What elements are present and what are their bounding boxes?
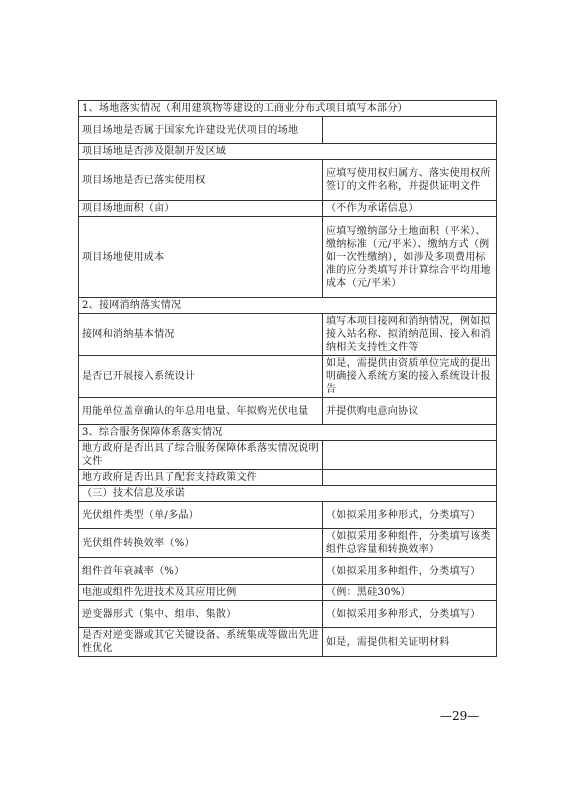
table-row (79, 558, 497, 585)
table-row (79, 585, 497, 601)
row-label: 用能单位盖章确认的年总用电量、年拟购光伏电量 (79, 398, 323, 425)
row-value[interactable] (323, 470, 497, 486)
row-value[interactable] (323, 441, 497, 470)
table-row (79, 117, 497, 144)
section-title: 1、场地落实情况（利用建筑物等建设的工商业分布式项目填写本部分） (79, 101, 497, 117)
row-label: 项目场地使用成本 (79, 217, 323, 298)
section-title: 项目场地是否涉及限制开发区域 (79, 144, 497, 160)
row-label: 项目场地是否已落实使用权 (79, 160, 323, 201)
table-row (79, 314, 497, 356)
row-label: 逆变器形式（集中、组串、集散） (79, 601, 323, 628)
row-label: 光伏组件类型（单/多晶） (79, 502, 323, 529)
table-row (79, 441, 497, 470)
section-title: 3、综合服务保障体系落实情况 (79, 425, 497, 441)
row-label: 组件首年衰减率（%） (79, 558, 323, 585)
row-value[interactable]: 填写本项目接网和消纳情况，例如拟接入站名称、拟消纳范围、接入和消纳相关支持性文件等 (323, 314, 497, 356)
page-number: —29— (440, 709, 480, 723)
section-header-row (79, 144, 497, 160)
application-form-table (78, 100, 497, 657)
table-row (79, 217, 497, 298)
section-title: （三）技术信息及承诺 (79, 486, 497, 502)
row-label: 地方政府是否出具了配套支持政策文件 (79, 470, 323, 486)
table-row (79, 160, 497, 201)
row-value[interactable]: （如拟采用多种组件，分类填写） (323, 558, 497, 585)
table-row (79, 529, 497, 558)
row-value[interactable]: （如拟采用多种形式，分类填写） (323, 502, 497, 529)
row-label: 光伏组件转换效率（%） (79, 529, 323, 558)
row-value[interactable]: 如是，需提供相关证明材料 (323, 628, 497, 657)
row-value[interactable]: （如拟采用多种组件，分类填写该类组件总容量和转换效率） (323, 529, 497, 558)
section-header-row (79, 101, 497, 117)
row-value[interactable] (323, 117, 497, 144)
table-row (79, 601, 497, 628)
form-table-body (79, 101, 497, 657)
row-value[interactable]: （如拟采用多种形式，分类填写） (323, 601, 497, 628)
section-title: 2、接网消纳落实情况 (79, 298, 497, 314)
row-label: 是否对逆变器或其它关键设备、系统集成等做出先进性优化 (79, 628, 323, 657)
row-value[interactable]: （例：黑硅30%） (323, 585, 497, 601)
row-label: 电池或组件先进技术及其应用比例 (79, 585, 323, 601)
row-label: 地方政府是否出具了综合服务保障体系落实情况说明文件 (79, 441, 323, 470)
table-row (79, 470, 497, 486)
section-header-row (79, 425, 497, 441)
row-label: 是否已开展接入系统设计 (79, 356, 323, 398)
row-value[interactable]: 如是，需提供由资质单位完成的提出明确接入系统方案的接入系统设计报告 (323, 356, 497, 398)
row-label: 项目场地面积（亩） (79, 201, 323, 217)
table-row (79, 502, 497, 529)
table-row (79, 398, 497, 425)
row-value[interactable]: 并提供购电意向协议 (323, 398, 497, 425)
table-row (79, 201, 497, 217)
row-label: 项目场地是否属于国家允许建设光伏项目的场地 (79, 117, 323, 144)
row-value[interactable]: 应填写使用权归属方、落实使用权所签订的文件名称，并提供证明文件 (323, 160, 497, 201)
table-row (79, 356, 497, 398)
row-value[interactable]: 应填写缴纳部分土地面积（平米）、缴纳标准（元/平米）、缴纳方式（例如一次性缴纳），如涉及多项费用标准的应分类填写并计算综合平均用地成本（元/平米） (323, 217, 497, 298)
section-header-row (79, 486, 497, 502)
table-row (79, 628, 497, 657)
section-header-row (79, 298, 497, 314)
row-value[interactable]: （不作为承诺信息） (323, 201, 497, 217)
row-label: 接网和消纳基本情况 (79, 314, 323, 356)
